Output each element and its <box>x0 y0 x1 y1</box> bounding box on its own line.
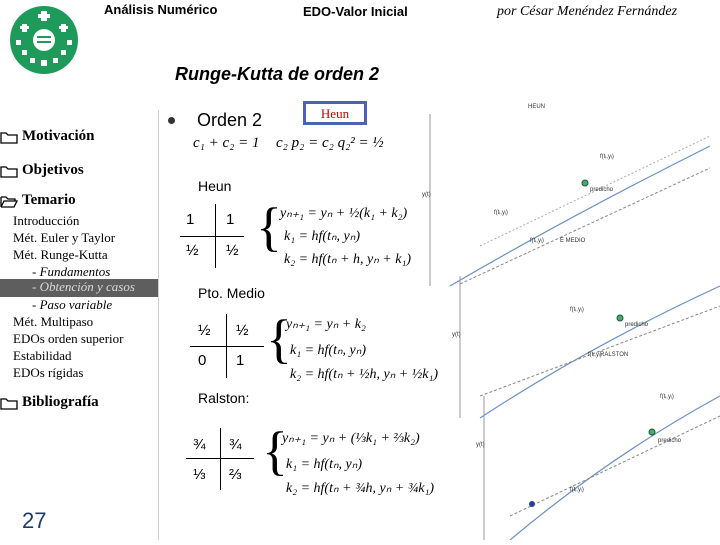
temario-item[interactable]: EDOs rígidas <box>13 365 84 380</box>
brace: { <box>256 197 282 257</box>
folder-icon <box>0 164 18 178</box>
formula-line: k₂ = hf(tₙ + ¾h, yₙ + ¾k₁) <box>286 481 434 496</box>
sidebar-item-label: Bibliografía <box>22 394 99 410</box>
table-divider <box>220 428 221 490</box>
formula-line: k₂ = hf(tₙ + h, yₙ + k₁) <box>284 252 411 267</box>
svg-text:predicho: predicho <box>625 322 649 328</box>
method-label-heun: Heun <box>198 178 232 194</box>
plot-title: HEUN <box>528 104 546 110</box>
temario-subitem-active[interactable]: - Obtención y casos <box>0 279 158 297</box>
svg-text:f(tᵢ,yᵢ): f(tᵢ,yᵢ) <box>570 487 584 493</box>
svg-text:f(tᵢ,yᵢ): f(tᵢ,yᵢ) <box>660 394 674 400</box>
heun-hyperlink-button[interactable]: Heun <box>303 101 367 125</box>
coef: ¾ <box>193 436 206 453</box>
sidebar-item-label: Motivación <box>22 128 95 144</box>
ralston-plot <box>452 276 720 418</box>
svg-text:predicho: predicho <box>658 438 682 444</box>
svg-text:f(tᵢ,yᵢ): f(tᵢ,yᵢ) <box>494 210 508 216</box>
formula-line: k₁ = hf(tₙ, yₙ) <box>284 229 361 244</box>
formula-line: yₙ₊₁ = yₙ + (⅓k₁ + ⅔k₂) <box>282 431 420 446</box>
formula-line: k₁ = hf(tₙ, yₙ) <box>290 343 367 358</box>
folder-icon <box>0 130 18 144</box>
coef: ½ <box>226 242 239 259</box>
open-folder-icon <box>0 194 18 208</box>
bullet-heading: Orden 2 <box>197 110 263 130</box>
method-label-ralston: Ralston: <box>198 390 250 406</box>
method-illustrations <box>420 96 720 540</box>
temario-item[interactable]: Mét. Runge-Kutta <box>13 247 108 262</box>
university-crest-logo <box>4 2 84 78</box>
plot-axis-label: y(t) <box>422 192 431 198</box>
table-divider <box>190 346 264 347</box>
coef: 1 <box>226 211 235 228</box>
sidebar-item-bibliografia[interactable] <box>0 394 158 411</box>
svg-text:f(tᵢ,yᵢ): f(tᵢ,yᵢ) <box>588 352 602 358</box>
svg-text:RALSTON: RALSTON <box>600 352 629 358</box>
ralston-plot-2 <box>476 394 720 540</box>
sidebar-item-label: Objetivos <box>22 162 84 178</box>
sidebar-item-temario[interactable] <box>0 192 158 209</box>
temario-subitem[interactable]: - Fundamentos <box>32 264 111 279</box>
coef: ½ <box>236 322 249 339</box>
condition-equation: c₁ + c₂ = 1 <box>193 135 260 151</box>
sidebar-item-objetivos[interactable] <box>0 162 158 179</box>
temario-subitem[interactable]: - Paso variable <box>32 297 113 312</box>
coef: 1 <box>186 211 195 228</box>
header-author: por César Menéndez Fernández <box>497 4 678 19</box>
condition-equation: c₂ p₂ = c₂ q₂² = ½ <box>276 135 384 151</box>
svg-text:f(tᵢ,yᵢ): f(tᵢ,yᵢ) <box>600 154 614 160</box>
coef: ½ <box>198 322 211 339</box>
brace: { <box>266 309 292 369</box>
sidebar-item-label: Temario <box>22 192 76 208</box>
bullet-icon <box>168 117 175 124</box>
plot-axis-label: y(t) <box>476 442 485 448</box>
page-number: 27 <box>22 508 47 533</box>
temario-item[interactable]: Mét. Euler y Taylor <box>13 230 116 245</box>
svg-text:predicho: predicho <box>590 187 614 193</box>
sidebar-nav <box>0 110 158 540</box>
svg-text:E MEDIO: E MEDIO <box>560 238 586 244</box>
temario-item[interactable]: Estabilidad <box>13 348 72 363</box>
sidebar-divider <box>158 110 159 540</box>
slide-title: Runge-Kutta de orden 2 <box>175 64 380 84</box>
coef: 0 <box>198 352 207 369</box>
temario-item[interactable]: EDOs orden superior <box>13 331 124 346</box>
coef: ⅓ <box>193 466 206 483</box>
formula-line: k₂ = hf(tₙ + ½h, yₙ + ½k₁) <box>290 367 438 382</box>
formula-line: k₁ = hf(tₙ, yₙ) <box>286 457 363 472</box>
table-divider <box>186 458 254 459</box>
brace: { <box>262 421 288 481</box>
coef: ¾ <box>229 436 242 453</box>
header-course-title: Análisis Numérico <box>104 2 218 17</box>
heun-plot <box>422 104 710 286</box>
sidebar-item-motivacion[interactable] <box>0 128 158 145</box>
header-topic: EDO-Valor Inicial <box>303 4 408 19</box>
temario-item[interactable]: Introducción <box>13 213 80 228</box>
svg-text:f(tᵢ,yᵢ): f(tᵢ,yᵢ) <box>530 238 544 244</box>
temario-item[interactable]: Mét. Multipaso <box>13 314 94 329</box>
coef: 1 <box>236 352 245 369</box>
method-label-midpoint: Pto. Medio <box>198 285 265 301</box>
plot-axis-label: y(t) <box>452 332 461 338</box>
coef: ⅔ <box>229 466 242 483</box>
svg-text:f(tᵢ,yᵢ): f(tᵢ,yᵢ) <box>570 307 584 313</box>
folder-icon <box>0 396 18 410</box>
formula-line: yₙ₊₁ = yₙ + ½(k₁ + k₂) <box>280 206 408 221</box>
formula-line: yₙ₊₁ = yₙ + k₂ <box>286 317 366 332</box>
table-divider <box>180 236 244 237</box>
coef: ½ <box>186 242 199 259</box>
